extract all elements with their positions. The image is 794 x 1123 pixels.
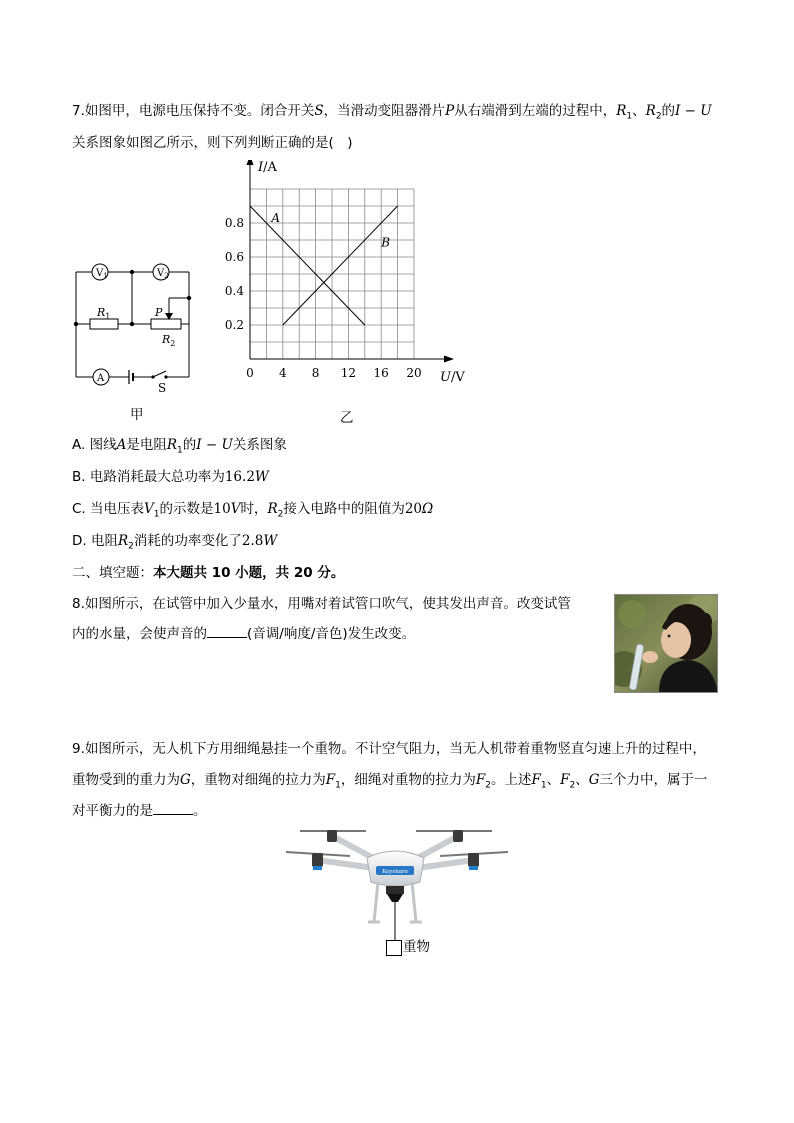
x-tick-label: 12 [340, 366, 357, 380]
y-axis-arrow-icon [247, 160, 254, 165]
f1-sub: 1 [335, 780, 341, 791]
q7-line1 [72, 101, 712, 127]
separator: 、 [546, 772, 561, 788]
y-tick-label: 0.8 [224, 216, 244, 230]
ammeter-label: A [97, 373, 105, 384]
q7-text: 7.如图甲，电源电压保持不变。闭合开关 [72, 103, 315, 119]
q8-text: 内的水量，会使声音的 [72, 626, 207, 642]
option-c-sub: 1 [153, 509, 160, 520]
slider-symbol: P [445, 103, 455, 119]
r2-symbol: R [645, 103, 656, 119]
option-c-text: C. 当电压表 [72, 501, 145, 517]
separator: 、 [632, 103, 646, 119]
option-b-value: 16.2 [224, 469, 255, 485]
g-symbol: G [180, 772, 191, 788]
r2-label: $R_2$ [162, 333, 176, 348]
circuit-diagram [68, 255, 198, 395]
option-a-text: 是电阻 [126, 437, 167, 453]
circuit-caption: 甲 [130, 407, 144, 423]
q9-text: ，重物对细绳的拉力为 [190, 772, 326, 788]
option-d-sub: 2 [128, 541, 134, 552]
option-a-symbol: R [166, 437, 178, 453]
f2-symbol: F [560, 772, 570, 788]
q9-text: 对平衡力的是 [72, 803, 153, 819]
series-label-B: B [381, 235, 391, 250]
series-label-A: A [271, 211, 280, 225]
girl-blowing-tube-photo [614, 594, 718, 693]
option-b[interactable] [72, 467, 269, 487]
v2-label: $V_2$ [157, 268, 169, 280]
g-symbol: G [588, 772, 600, 788]
f1-symbol: F [325, 772, 336, 788]
weight-label: 重物 [403, 939, 430, 955]
iu-symbol: I − U [675, 103, 712, 119]
q7-text: 的 [661, 103, 676, 119]
option-d-symbol: R [117, 533, 129, 549]
option-c-unit: V [230, 501, 241, 517]
y-tick-label: 0.4 [224, 284, 244, 298]
x-axis-label-var: U [440, 370, 451, 385]
r2-sub: 2 [655, 111, 662, 122]
q7-text: 从右端滑到左端的过程中， [454, 103, 617, 119]
series-line-A [250, 206, 365, 325]
series-line-B [283, 206, 398, 325]
answer-blank[interactable] [153, 800, 193, 815]
option-a-text: 的 [182, 437, 197, 453]
option-d-unit: W [263, 533, 278, 549]
option-b-text: B. 电路消耗最大总功率为 [72, 469, 225, 485]
answer-blank[interactable] [207, 623, 247, 638]
iu-chart [220, 160, 480, 390]
q9-line2 [72, 770, 708, 796]
q9-text: 。上述 [491, 772, 532, 788]
chart-labels [225, 160, 465, 385]
section-desc: 本大题共 10 小题，共 20 分。 [153, 565, 345, 581]
option-a-symbol: A [116, 437, 127, 453]
x-tick-label: 20 [406, 366, 422, 380]
f2-symbol: F [475, 772, 486, 788]
drone-brand: Keyshare [382, 869, 408, 875]
v1-label: $V_1$ [96, 268, 108, 280]
p-label: P [155, 306, 163, 319]
q8-text: (音调/响度/音色)发生改变。 [247, 626, 416, 642]
x-tick-label: 8 [311, 366, 320, 380]
x-tick-label: 4 [278, 366, 287, 380]
option-c-text: 的示数是 [159, 501, 214, 517]
q7-text: ，当滑动变阻器滑片 [323, 103, 446, 119]
option-d-value: 2.8 [241, 533, 264, 549]
switch-symbol: S [314, 103, 324, 119]
option-c-value: 10 [213, 501, 231, 517]
x-tick-label: 0 [246, 366, 254, 380]
option-c-symbol: R [267, 501, 278, 517]
option-c-text: 时， [240, 501, 268, 517]
option-c-symbol: V [144, 501, 154, 517]
y-axis-label [257, 160, 278, 175]
q9-text: 重物受到的重力为 [72, 772, 180, 788]
chart-caption: 乙 [340, 410, 354, 426]
f2-sub: 2 [569, 780, 576, 791]
y-axis-label-unit: /A [263, 160, 277, 175]
r1-symbol: R [616, 103, 627, 119]
r1-label: $R_1$ [97, 306, 111, 321]
q9-line1: 9.如图所示，无人机下方用细绳悬挂一个重物。不计空气阻力，当无人机带着重物竖直匀速上升的过程中， [72, 741, 706, 757]
q7-line2: 关系图象如图乙所示，则下列判断正确的是( ) [72, 135, 353, 151]
x-axis-label [440, 370, 465, 385]
option-d[interactable] [72, 531, 277, 557]
option-a-text: A. 图线 [72, 437, 117, 453]
q8-line1: 8.如图所示，在试管中加入少量水，用嘴对着试管口吹气，使其发出声音。改变试管 [72, 596, 571, 612]
section-title: 二、填空题： [72, 565, 153, 581]
f1-sub: 1 [540, 780, 547, 791]
option-a-text: 关系图象 [232, 437, 287, 453]
chart-axes [247, 160, 455, 363]
option-c[interactable] [72, 499, 433, 525]
x-tick-label: 16 [373, 366, 389, 380]
option-a[interactable] [72, 435, 287, 461]
separator: 、 [575, 772, 589, 788]
f1-symbol: F [531, 772, 541, 788]
weight-box [386, 940, 402, 956]
option-a-symbol: I − U [196, 437, 233, 453]
q9-line3 [72, 800, 207, 821]
r1-sub: 1 [626, 111, 633, 122]
section-header [72, 563, 344, 583]
option-d-text: 消耗的功率变化了 [133, 533, 242, 549]
y-tick-label: 0.2 [224, 318, 244, 332]
option-c-unit: Ω [422, 501, 434, 517]
option-a-sub: 1 [177, 445, 183, 456]
x-axis-arrow-icon [444, 356, 454, 363]
x-axis-label-unit: /V [450, 370, 465, 385]
option-d-text: D. 电阻 [72, 533, 118, 549]
q9-text: ，细绳对重物的拉力为 [340, 772, 476, 788]
q9-text: 三个力中，属于一 [599, 772, 708, 788]
y-axis-label-var: I [258, 160, 264, 175]
option-c-text: 接入电路中的阻值为 [283, 501, 405, 517]
f2-sub: 2 [485, 780, 492, 791]
option-b-unit: W [254, 469, 269, 485]
q8-line2 [72, 623, 415, 644]
y-tick-label: 0.6 [224, 250, 244, 264]
option-c-sub: 2 [277, 509, 284, 520]
q9-text: 。 [193, 803, 207, 819]
switch-label: S [158, 381, 167, 395]
option-c-value: 20 [404, 501, 423, 517]
